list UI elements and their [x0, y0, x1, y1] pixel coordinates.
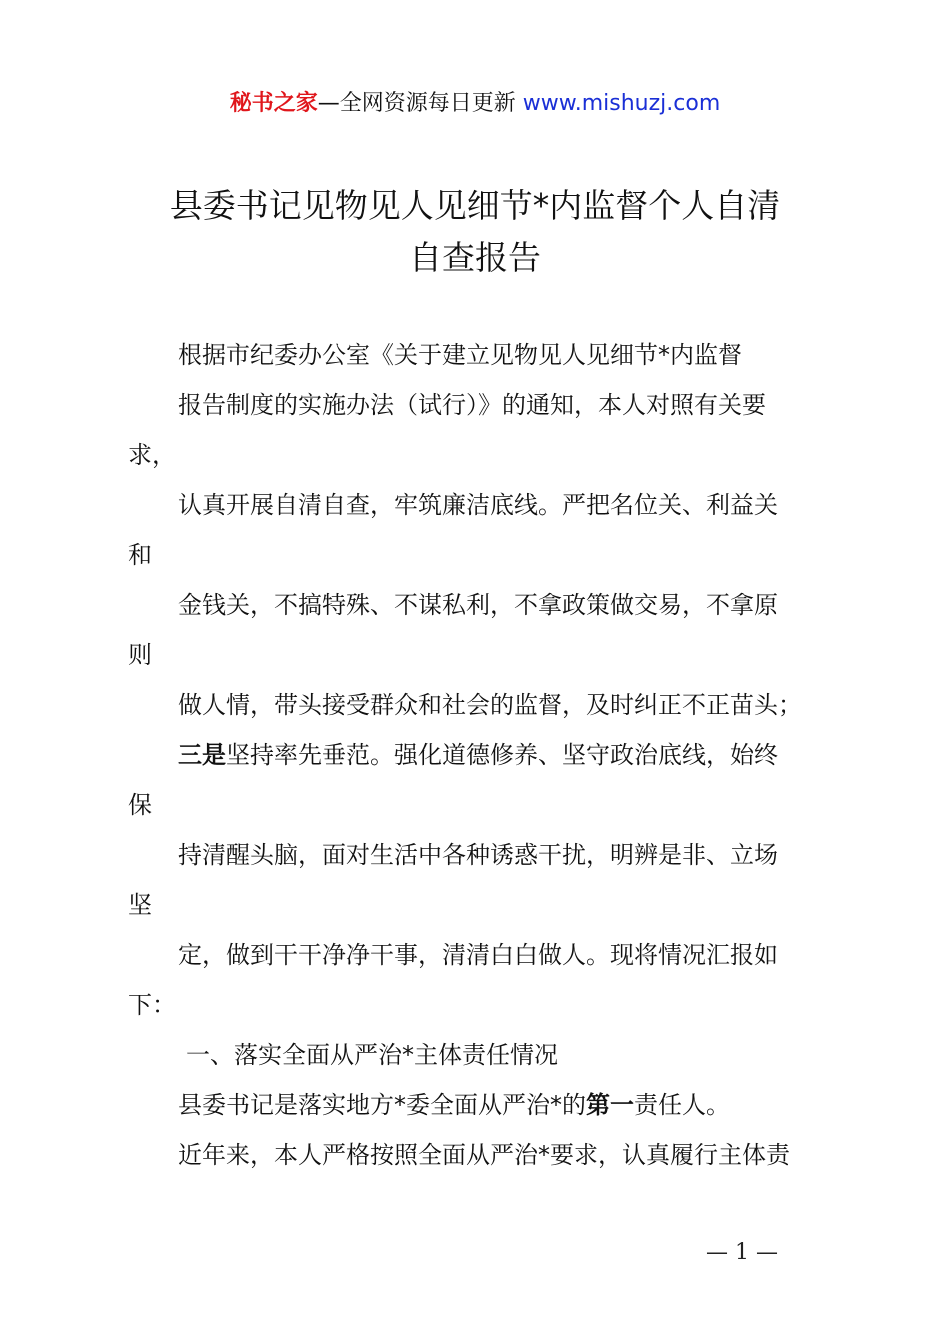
- site-header: [0, 88, 950, 120]
- body-text-span: 县委书记是落实地方*委全面从严治*的: [178, 1091, 586, 1119]
- body-line: 定，做到干干净净干事，清清白白做人。现将情况汇报如: [178, 941, 778, 969]
- body-line: 报告制度的实施办法（试行）》的通知，本人对照有关要: [178, 391, 766, 419]
- bold-marker: 第一: [586, 1091, 634, 1119]
- title-line-1: 县委书记见物见人见细节*内监督个人自清: [169, 186, 781, 225]
- site-tagline: —全网资源每日更新: [317, 91, 523, 116]
- bold-marker: 三是: [178, 741, 226, 769]
- body-line: [128, 730, 838, 780]
- body-line: 保: [128, 791, 152, 819]
- body-line: 持清醒头脑，面对生活中各种诱惑干扰，明辨是非、立场: [178, 841, 778, 869]
- body-line: 和: [128, 541, 152, 569]
- body-text-span: 责任人。: [634, 1091, 730, 1119]
- body-line: 做人情，带头接受群众和社会的监督，及时纠正不正苗头；: [178, 691, 802, 719]
- body-line: 近年来，本人严格按照全面从严治*要求，认真履行主体责: [178, 1141, 790, 1169]
- site-url-link[interactable]: www.mishuzj.com: [522, 91, 721, 116]
- section-heading: 一、落实全面从严治*主体责任情况: [186, 1041, 558, 1069]
- body-line: 坚: [128, 891, 152, 919]
- body-line: 下：: [128, 991, 176, 1019]
- body-line: 根据市纪委办公室《关于建立见物见人见细节*内监督: [178, 341, 742, 369]
- body-line: 求，: [128, 441, 176, 469]
- document-title: [0, 180, 950, 284]
- document-body: [128, 330, 838, 1180]
- body-line: 认真开展自清自查，牢筑廉洁底线。严把名位关、利益关: [178, 491, 778, 519]
- body-line: [128, 1080, 838, 1130]
- site-brand: 秘书之家: [229, 91, 318, 116]
- page-number: — 1 —: [706, 1240, 778, 1265]
- body-text-span: 坚持率先垂范。强化道德修养、坚守政治底线，始终: [226, 741, 778, 769]
- body-line: 金钱关，不搞特殊、不谋私利，不拿政策做交易，不拿原: [178, 591, 778, 619]
- body-line: 则: [128, 641, 152, 669]
- title-line-2: 自查报告: [409, 238, 541, 277]
